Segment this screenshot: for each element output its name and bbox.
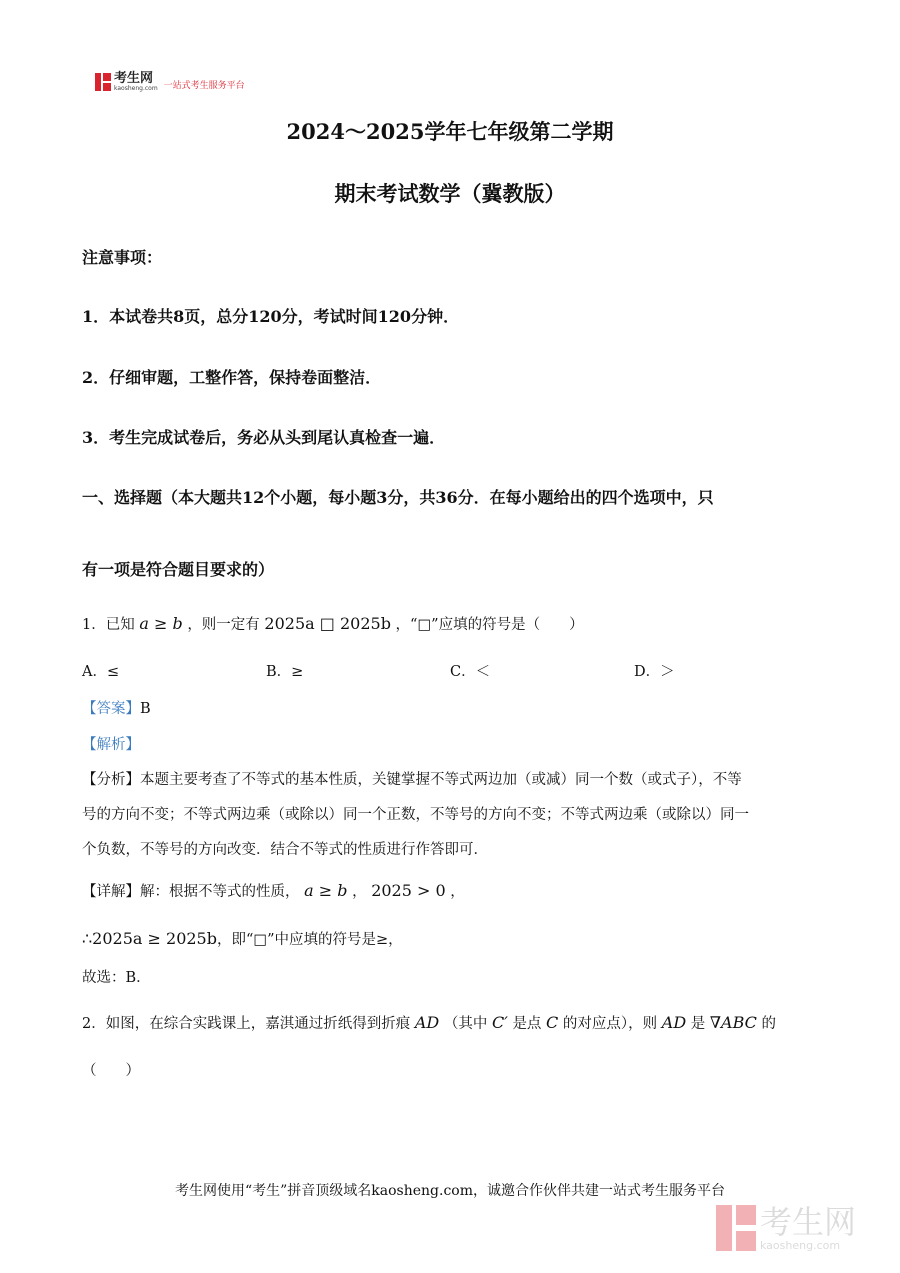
logo-domain: kaosheng.com <box>114 85 158 92</box>
q2-prefix: 2．如图，在综合实践课上，嘉淇通过折纸得到折痕 <box>82 1016 411 1032</box>
q2-mid-2: 是点 <box>512 1016 542 1032</box>
detail-line <box>82 880 465 901</box>
q2-suffix: 的 <box>761 1016 777 1032</box>
q1-option-b: B．≥ <box>266 664 304 680</box>
q1-expression: 2025a □ 2025b <box>264 614 391 633</box>
notice-item-3: 3．考生完成试卷后，务必从头到尾认真检查一遍． <box>82 428 446 447</box>
choose-line: 故选：B． <box>82 970 151 986</box>
q2-mid-4: 是 <box>690 1016 706 1032</box>
q1-option-d: D．＞ <box>634 664 675 680</box>
q2-ad-1: AD <box>414 1013 440 1032</box>
detail-cond-1: a ≥ b <box>304 881 348 900</box>
notice-item-2: 2．仔细审题，工整作答，保持卷面整洁． <box>82 368 382 387</box>
answer-value: B <box>140 701 151 717</box>
watermark-mark-icon <box>716 1205 756 1251</box>
watermark-logo <box>716 1202 857 1252</box>
q2-mid-3: 的对应点），则 <box>562 1016 658 1032</box>
watermark-domain: kaosheng.com <box>760 1238 841 1252</box>
detail-end: ， <box>450 884 465 900</box>
q2-c-prime: C′ <box>491 1013 508 1032</box>
q1-suffix: ，“□”应填的符号是（ ） <box>395 617 584 633</box>
analysis-label: 【解析】 <box>82 737 140 753</box>
question-2 <box>82 1012 776 1033</box>
detail-sep: ， <box>352 884 367 900</box>
title-line-1: 2024～2025学年七年级第二学期 <box>286 119 614 144</box>
section-heading-line-1: 一、选择题（本大题共12个小题，每小题3分，共36分．在每小题给出的四个选项中，只 <box>82 488 714 507</box>
logo-name: 考生网 <box>114 71 154 86</box>
therefore-line <box>82 928 403 949</box>
q1-prefix: 1．已知 <box>82 617 135 633</box>
therefore-rest: ，即“□”中应填的符号是≥， <box>216 932 403 948</box>
q2-mid-1: （其中 <box>443 1016 488 1032</box>
q1-answer <box>82 697 151 718</box>
section-heading-line-2: 有一项是符合题目要求的） <box>82 560 275 579</box>
analysis-line-3: 个负数，不等号的方向改变．结合不等式的性质进行作答即可． <box>82 842 488 858</box>
q1-mid: ，则一定有 <box>187 617 260 633</box>
question-1 <box>82 613 584 634</box>
page-footer: 考生网使用“考生”拼音顶级域名kaosheng.com，诚邀合作伙伴共建一站式考生服务平台 <box>174 1183 726 1199</box>
q1-option-a: A．≤ <box>82 664 120 680</box>
q1-option-c: C．＜ <box>450 664 491 680</box>
logo-slogan: 一站式考生服务平台 <box>163 80 245 91</box>
q2-point-c: C <box>546 1013 559 1032</box>
title-line-2: 期末考试数学（冀教版） <box>334 181 566 206</box>
site-logo <box>95 72 245 92</box>
q1-condition: a ≥ b <box>139 614 183 633</box>
q2-blank: （ ） <box>82 1063 140 1079</box>
analysis-line-1: 【分析】本题主要考查了不等式的基本性质，关键掌握不等式两边加（或减）同一个数（或式子），不等 <box>82 772 742 788</box>
analysis-line-2: 号的方向不变；不等式两边乘（或除以）同一个正数，不等号的方向不变；不等式两边乘（或除以）同一 <box>82 807 749 823</box>
detail-cond-2: 2025 > 0 <box>371 881 446 900</box>
notice-item-1: 1．本试卷共8页，总分120分，考试时间120分钟． <box>82 307 460 326</box>
q2-ad-2: AD <box>661 1013 687 1032</box>
detail-prefix: 【详解】解：根据不等式的性质， <box>82 884 300 900</box>
notice-heading: 注意事项： <box>82 248 163 267</box>
q2-triangle: ∇ABC <box>709 1013 757 1032</box>
logo-mark-icon <box>95 73 111 91</box>
therefore-expr: ∴2025a ≥ 2025b <box>82 929 217 948</box>
answer-label: 【答案】 <box>82 701 140 717</box>
watermark-name: 考生网 <box>760 1202 857 1241</box>
